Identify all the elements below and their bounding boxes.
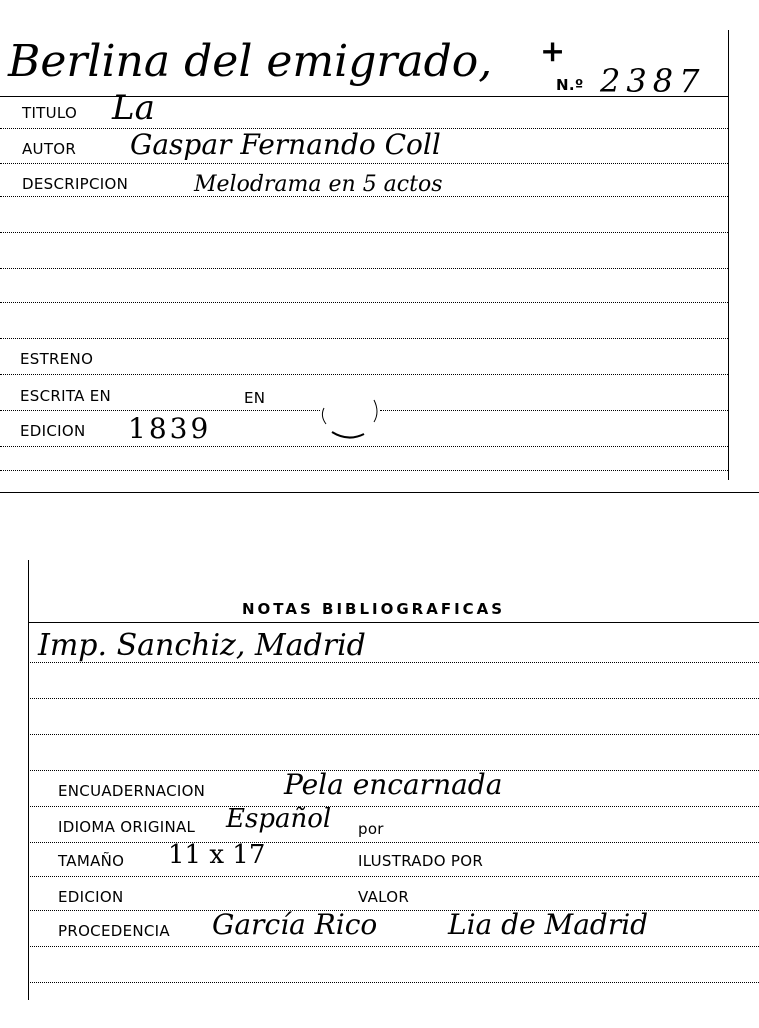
catalog-card-bottom — [0, 500, 759, 1028]
encuadernacion-label: ENCUADERNACION — [58, 782, 206, 800]
line — [0, 338, 728, 339]
titulo-label: TITULO — [22, 104, 78, 122]
number-value: 2387 — [600, 62, 706, 100]
line — [28, 662, 759, 663]
line — [28, 806, 759, 807]
line — [28, 910, 759, 911]
titulo-value: La — [112, 88, 155, 128]
line — [28, 876, 759, 877]
autor-label: AUTOR — [22, 140, 77, 158]
line — [28, 842, 759, 843]
line — [28, 734, 759, 735]
line — [0, 446, 728, 447]
idioma-value: Español — [226, 804, 332, 834]
line — [0, 268, 728, 269]
tamano-label: TAMAÑO — [58, 852, 125, 870]
handwritten-title: Berlina del emigrado, — [8, 36, 493, 87]
line — [380, 410, 728, 411]
idioma-label: IDIOMA ORIGINAL — [58, 818, 196, 836]
line — [0, 96, 728, 97]
line — [0, 470, 728, 471]
number-label: N.º — [556, 76, 584, 94]
tamano-value: 11 x 17 — [168, 840, 266, 870]
line — [28, 698, 759, 699]
autor-value: Gaspar Fernando Coll — [130, 128, 441, 161]
top-edge-noise — [0, 12, 759, 18]
card2-left-border — [28, 560, 29, 1000]
descripcion-label: DESCRIPCION — [22, 175, 129, 193]
punch-hole-icon — [318, 388, 382, 444]
line — [0, 232, 728, 233]
card1-right-border — [728, 30, 729, 480]
edicion2-label: EDICION — [58, 888, 124, 906]
line — [0, 374, 728, 375]
descripcion-value: Melodrama en 5 actos — [194, 172, 443, 197]
line — [0, 196, 728, 197]
line — [28, 622, 759, 623]
line — [28, 946, 759, 947]
line — [0, 302, 728, 303]
line — [0, 410, 320, 411]
por-label: por — [358, 820, 384, 838]
top-edge-noise — [0, 548, 759, 554]
notas-heading: NOTAS BIBLIOGRAFICAS — [242, 600, 506, 618]
notes-handwritten: Imp. Sanchiz, Madrid — [38, 628, 366, 663]
estreno-label: ESTRENO — [20, 350, 94, 368]
valor-label: VALOR — [358, 888, 410, 906]
card1-bottom-border — [0, 492, 759, 493]
plus-mark: + — [540, 34, 566, 69]
procedencia-value-2: Lia de Madrid — [448, 908, 649, 941]
encuadernacion-value: Pela encarnada — [284, 768, 503, 801]
line — [28, 982, 759, 983]
procedencia-label: PROCEDENCIA — [58, 922, 170, 940]
line — [0, 163, 728, 164]
ilustrado-label: ILUSTRADO POR — [358, 852, 484, 870]
procedencia-value: García Rico — [212, 908, 378, 941]
edicion-value: 1839 — [128, 412, 212, 445]
catalog-card-top — [0, 0, 759, 500]
escrita-label: ESCRITA EN — [20, 387, 112, 405]
en-label: EN — [244, 389, 266, 407]
edicion-label: EDICION — [20, 422, 86, 440]
